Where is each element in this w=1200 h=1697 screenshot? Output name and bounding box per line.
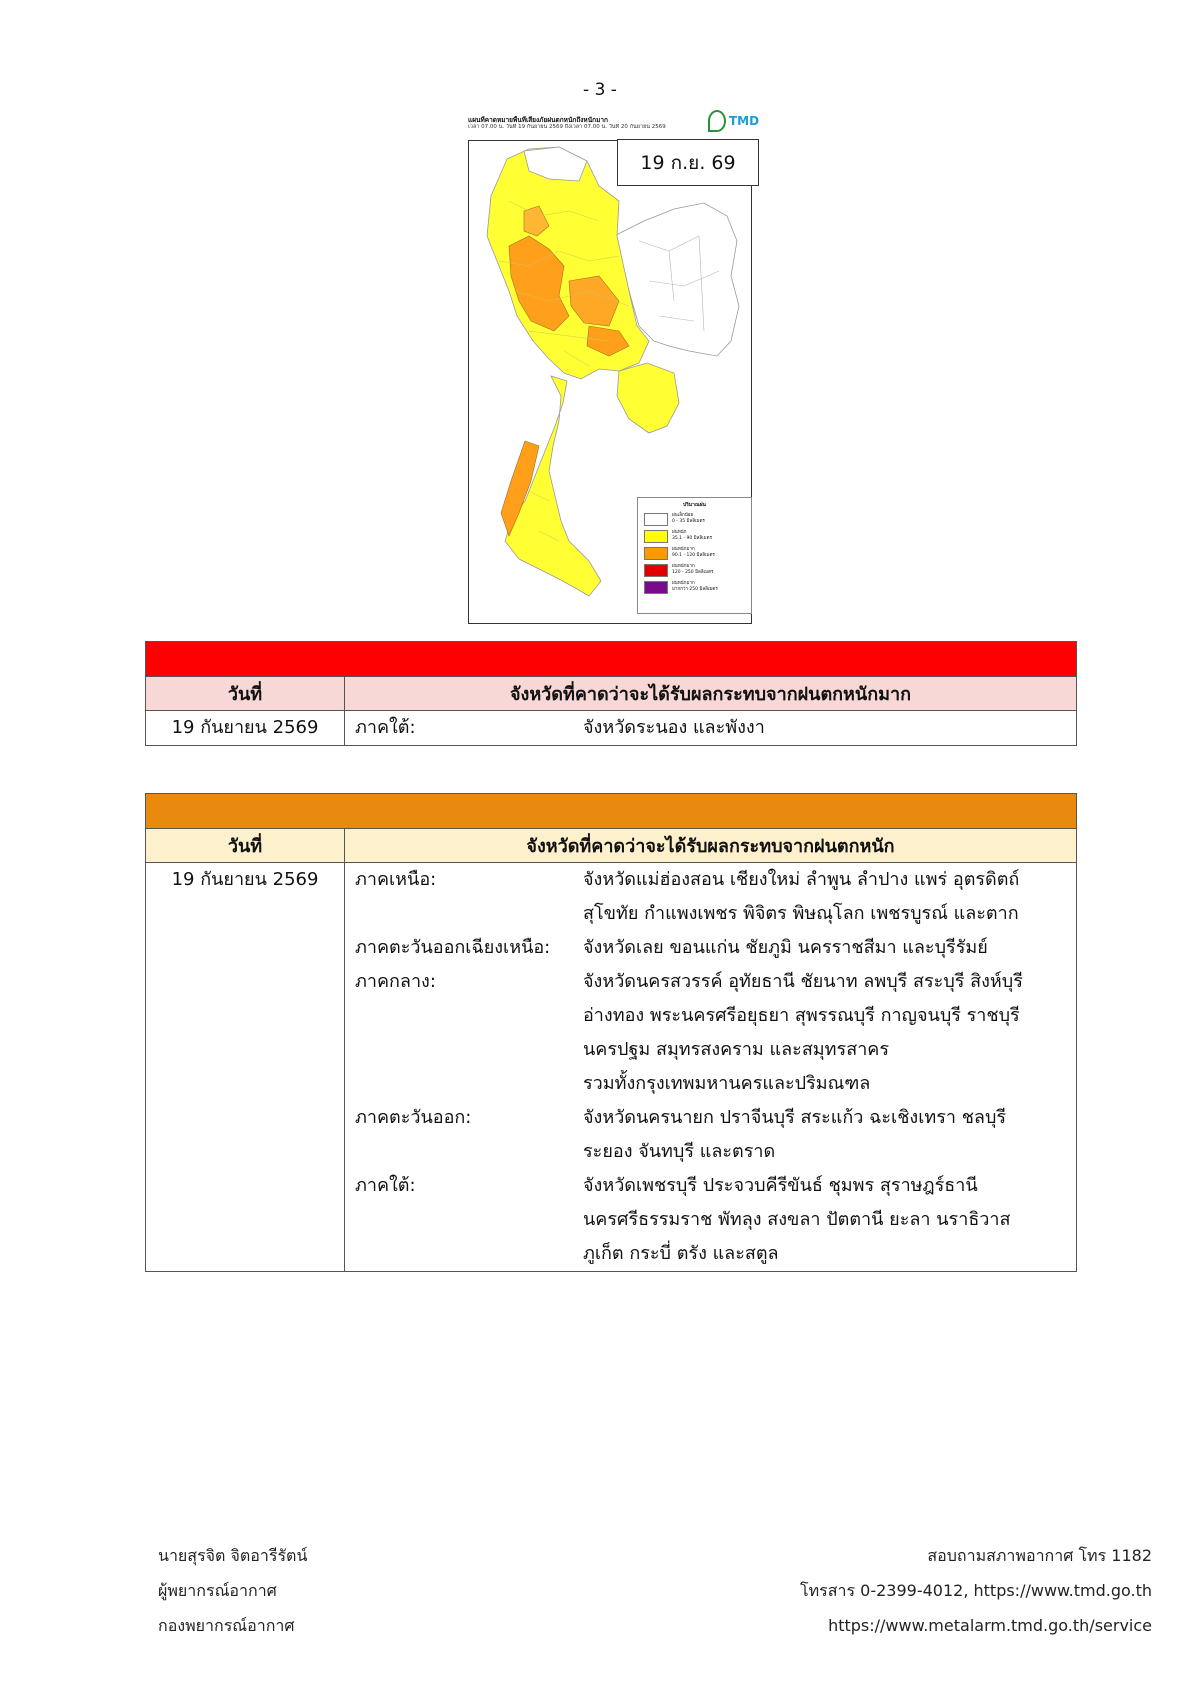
metalarm-link[interactable]: https://www.metalarm.tmd.go.th/service — [828, 1616, 1152, 1635]
heavy-rain-bar — [146, 794, 1077, 829]
legend-item-name: ฝนหนักมาก — [672, 581, 695, 586]
forecaster-signature-block — [158, 1538, 307, 1643]
region-name: ภาคใต้: — [355, 1175, 416, 1196]
legend-item — [644, 530, 751, 543]
legend-item-name: ฝนหนัก — [672, 530, 687, 535]
province-list-line: ภูเก็ต กระบี่ ตรัง และสตูล — [583, 1243, 779, 1264]
page-number: - 3 - — [583, 80, 617, 100]
legend-item — [644, 513, 751, 526]
table-header-row — [146, 677, 1077, 711]
legend-swatch — [644, 581, 668, 594]
provinces-column-header: จังหวัดที่คาดว่าจะได้รับผลกระทบจากฝนตกหนัก — [345, 829, 1077, 863]
legend-item-name: ฝนหนักมาก — [672, 547, 695, 552]
province-list-line: จังหวัดเพชรบุรี ประจวบคีรีขันธ์ ชุมพร สุราษฎร์ธานี — [583, 1175, 978, 1196]
contact-info-block — [800, 1538, 1152, 1643]
legend-item-range: 35.1 - 90 มิลลิเมตร — [672, 535, 712, 541]
legend-swatch — [644, 513, 668, 526]
region-name: ภาคกลาง: — [355, 971, 436, 992]
region-entry — [355, 711, 1066, 745]
province-list-line: จังหวัดเลย ขอนแก่น ชัยภูมิ นครราชสีมา และบุรีรัมย์ — [583, 937, 988, 958]
legend-item-range: 90.1 - 120 มิลลิเมตร — [672, 552, 715, 558]
province-list-line: ระยอง จันทบุรี และตราด — [583, 1141, 776, 1162]
region-entry — [355, 1101, 1066, 1169]
legend-swatch — [644, 547, 668, 560]
table-row — [146, 711, 1077, 746]
region-name: ภาคใต้: — [355, 717, 416, 738]
legend-item-range: 120 - 250 มิลลิเมตร — [672, 569, 714, 575]
region-entry — [355, 1169, 1066, 1271]
map-date-label: 19 ก.ย. 69 — [617, 139, 759, 186]
map-legend — [637, 497, 752, 614]
region-entry — [355, 965, 1066, 1101]
province-list-line: รวมทั้งกรุงเทพมหานครและปริมณฑล — [583, 1073, 871, 1094]
heavy-rain-table — [145, 793, 1077, 1272]
legend-item-name: ฝนหนักมาก — [672, 564, 695, 569]
tmd-leaf-icon — [708, 110, 726, 132]
hotline-text: สอบถามสภาพอากาศ โทร 1182 — [927, 1546, 1152, 1565]
legend-item — [644, 581, 751, 594]
province-list-line: จังหวัดระนอง และพังงา — [583, 717, 765, 738]
province-list-line: อ่างทอง พระนครศรีอยุธยา สุพรรณบุรี กาญจนบุรี ราชบุรี — [583, 1005, 1020, 1026]
region-name: ภาคเหนือ: — [355, 869, 437, 890]
forecaster-division: กองพยากรณ์อากาศ — [158, 1616, 295, 1635]
province-list-line: สุโขทัย กำแพงเพชร พิจิตร พิษณุโลก เพชรบูรณ์ และตาก — [583, 903, 1019, 924]
legend-item-range: มากกว่า 250 มิลลิเมตร — [672, 586, 718, 592]
legend-swatch — [644, 564, 668, 577]
legend-item — [644, 564, 751, 577]
table-row — [146, 863, 1077, 1272]
map-subtitle: เวลา 07.00 น. วันที่ 19 กันยายน 2569 ถึงเวลา 07.00 น. วันที่ 20 กันยายน 2569 — [468, 124, 666, 130]
legend-item-name: ฝนเล็กน้อย — [672, 513, 694, 518]
legend-title: ปริมาณฝน — [683, 502, 706, 508]
province-list-line: จังหวัดแม่ฮ่องสอน เชียงใหม่ ลำพูน ลำปาง แพร่ อุตรดิตถ์ — [583, 869, 1020, 890]
region-entry — [355, 863, 1066, 931]
tmd-logo-text: TMD — [729, 114, 760, 128]
legend-item-range: 0 - 35 มิลลิเมตร — [672, 518, 705, 524]
date-column-header: วันที่ — [146, 677, 345, 711]
very-heavy-rain-table — [145, 641, 1077, 746]
region-entry — [355, 931, 1066, 965]
forecaster-position: ผู้พยากรณ์อากาศ — [158, 1581, 277, 1600]
region-name: ภาคตะวันออกเฉียงเหนือ: — [355, 937, 551, 958]
forecaster-name: นายสุรจิต จิตอารีรัตน์ — [158, 1546, 308, 1565]
province-list-line: จังหวัดนครสวรรค์ อุทัยธานี ชัยนาท ลพบุรี สระบุรี สิงห์บุรี — [583, 971, 1023, 992]
provinces-column-header: จังหวัดที่คาดว่าจะได้รับผลกระทบจากฝนตกหนักมาก — [345, 677, 1077, 711]
map-header — [468, 116, 718, 131]
date-column-header: วันที่ — [146, 829, 345, 863]
tmd-logo — [708, 110, 759, 132]
legend-item — [644, 547, 751, 560]
table-header-row — [146, 829, 1077, 863]
legend-swatch — [644, 530, 668, 543]
province-list-line: นครปฐม สมุทรสงคราม และสมุทรสาคร — [583, 1039, 890, 1060]
province-list-line: จังหวัดนครนายก ปราจีนบุรี สระแก้ว ฉะเชิงเทรา ชลบุรี — [583, 1107, 1007, 1128]
province-list-line: นครศรีธรรมราช พัทลุง สงขลา ปัตตานี ยะลา นราธิวาส — [583, 1209, 1011, 1230]
very-heavy-rain-bar — [146, 642, 1077, 677]
forecast-date: 19 กันยายน 2569 — [171, 869, 319, 890]
forecast-date: 19 กันยายน 2569 — [171, 717, 319, 738]
map-title: แผนที่คาดหมายพื้นที่เสี่ยงภัยฝนตกหนักถึงหนักมาก — [468, 116, 608, 124]
fax-website-text: โทรสาร 0-2399-4012, https://www.tmd.go.th — [800, 1581, 1152, 1600]
region-name: ภาคตะวันออก: — [355, 1107, 472, 1128]
